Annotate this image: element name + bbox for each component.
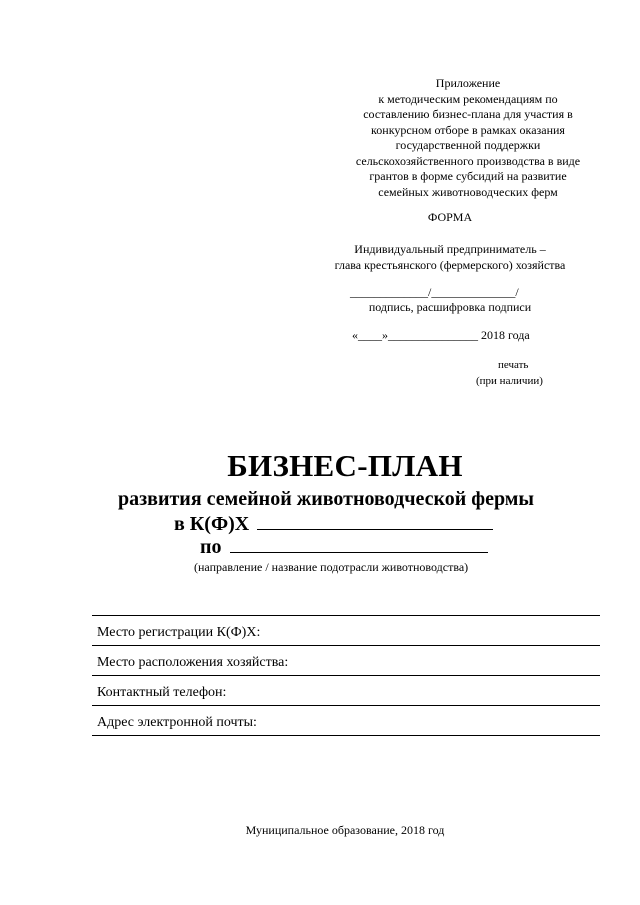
signature-caption: подпись, расшифровка подписи bbox=[368, 300, 532, 314]
direction-prefix: по bbox=[200, 536, 222, 558]
info-row-email: Адрес электронной почты: bbox=[92, 706, 600, 736]
form-label: ФОРМА bbox=[427, 210, 473, 224]
direction-caption: (направление / название подотрасли животноводства) bbox=[194, 560, 469, 574]
direction-blank bbox=[230, 537, 488, 553]
entrepreneur-subtitle: глава крестьянского (фермерского) хозяйства bbox=[334, 257, 566, 272]
info-row-phone: Контактный телефон: bbox=[92, 676, 600, 706]
kfh-name-line bbox=[174, 513, 493, 536]
seal-label: печать bbox=[498, 359, 529, 371]
appendix-line: государственной поддержки bbox=[395, 138, 541, 152]
footer-municipality: Муниципальное образование, 2018 год bbox=[245, 823, 445, 837]
document-title: БИЗНЕС-ПЛАН bbox=[227, 448, 463, 483]
info-row-registration: Место регистрации К(Ф)Х: bbox=[92, 616, 600, 646]
document-subtitle: развития семейной животноводческой фермы bbox=[118, 488, 535, 510]
date-line: «____»_______________ 2018 года bbox=[352, 328, 530, 342]
appendix-line: Приложение bbox=[435, 76, 501, 90]
seal-note: (при наличии) bbox=[476, 375, 543, 387]
appendix-line: конкурсном отборе в рамках оказания bbox=[371, 122, 565, 137]
appendix-line: сельскохозяйственного производства в виде bbox=[355, 153, 581, 168]
kfh-prefix: в К(Ф)Х bbox=[174, 513, 250, 535]
entrepreneur-block bbox=[300, 242, 600, 273]
direction-line bbox=[200, 536, 488, 559]
appendix-line: к методическим рекомендациям по bbox=[378, 91, 558, 106]
appendix-line: грантов в форме субсидий на развитие bbox=[369, 169, 567, 183]
contact-info-table bbox=[92, 615, 600, 736]
appendix-line: семейных животноводческих ферм bbox=[378, 184, 558, 199]
signature-line: _____________/______________/ bbox=[350, 285, 519, 299]
kfh-name-blank bbox=[257, 514, 493, 530]
appendix-line: составлению бизнес-плана для участия в bbox=[363, 107, 573, 121]
appendix-block bbox=[318, 76, 618, 200]
entrepreneur-title: Индивидуальный предприниматель – bbox=[354, 242, 546, 256]
info-row-location: Место расположения хозяйства: bbox=[92, 646, 600, 676]
